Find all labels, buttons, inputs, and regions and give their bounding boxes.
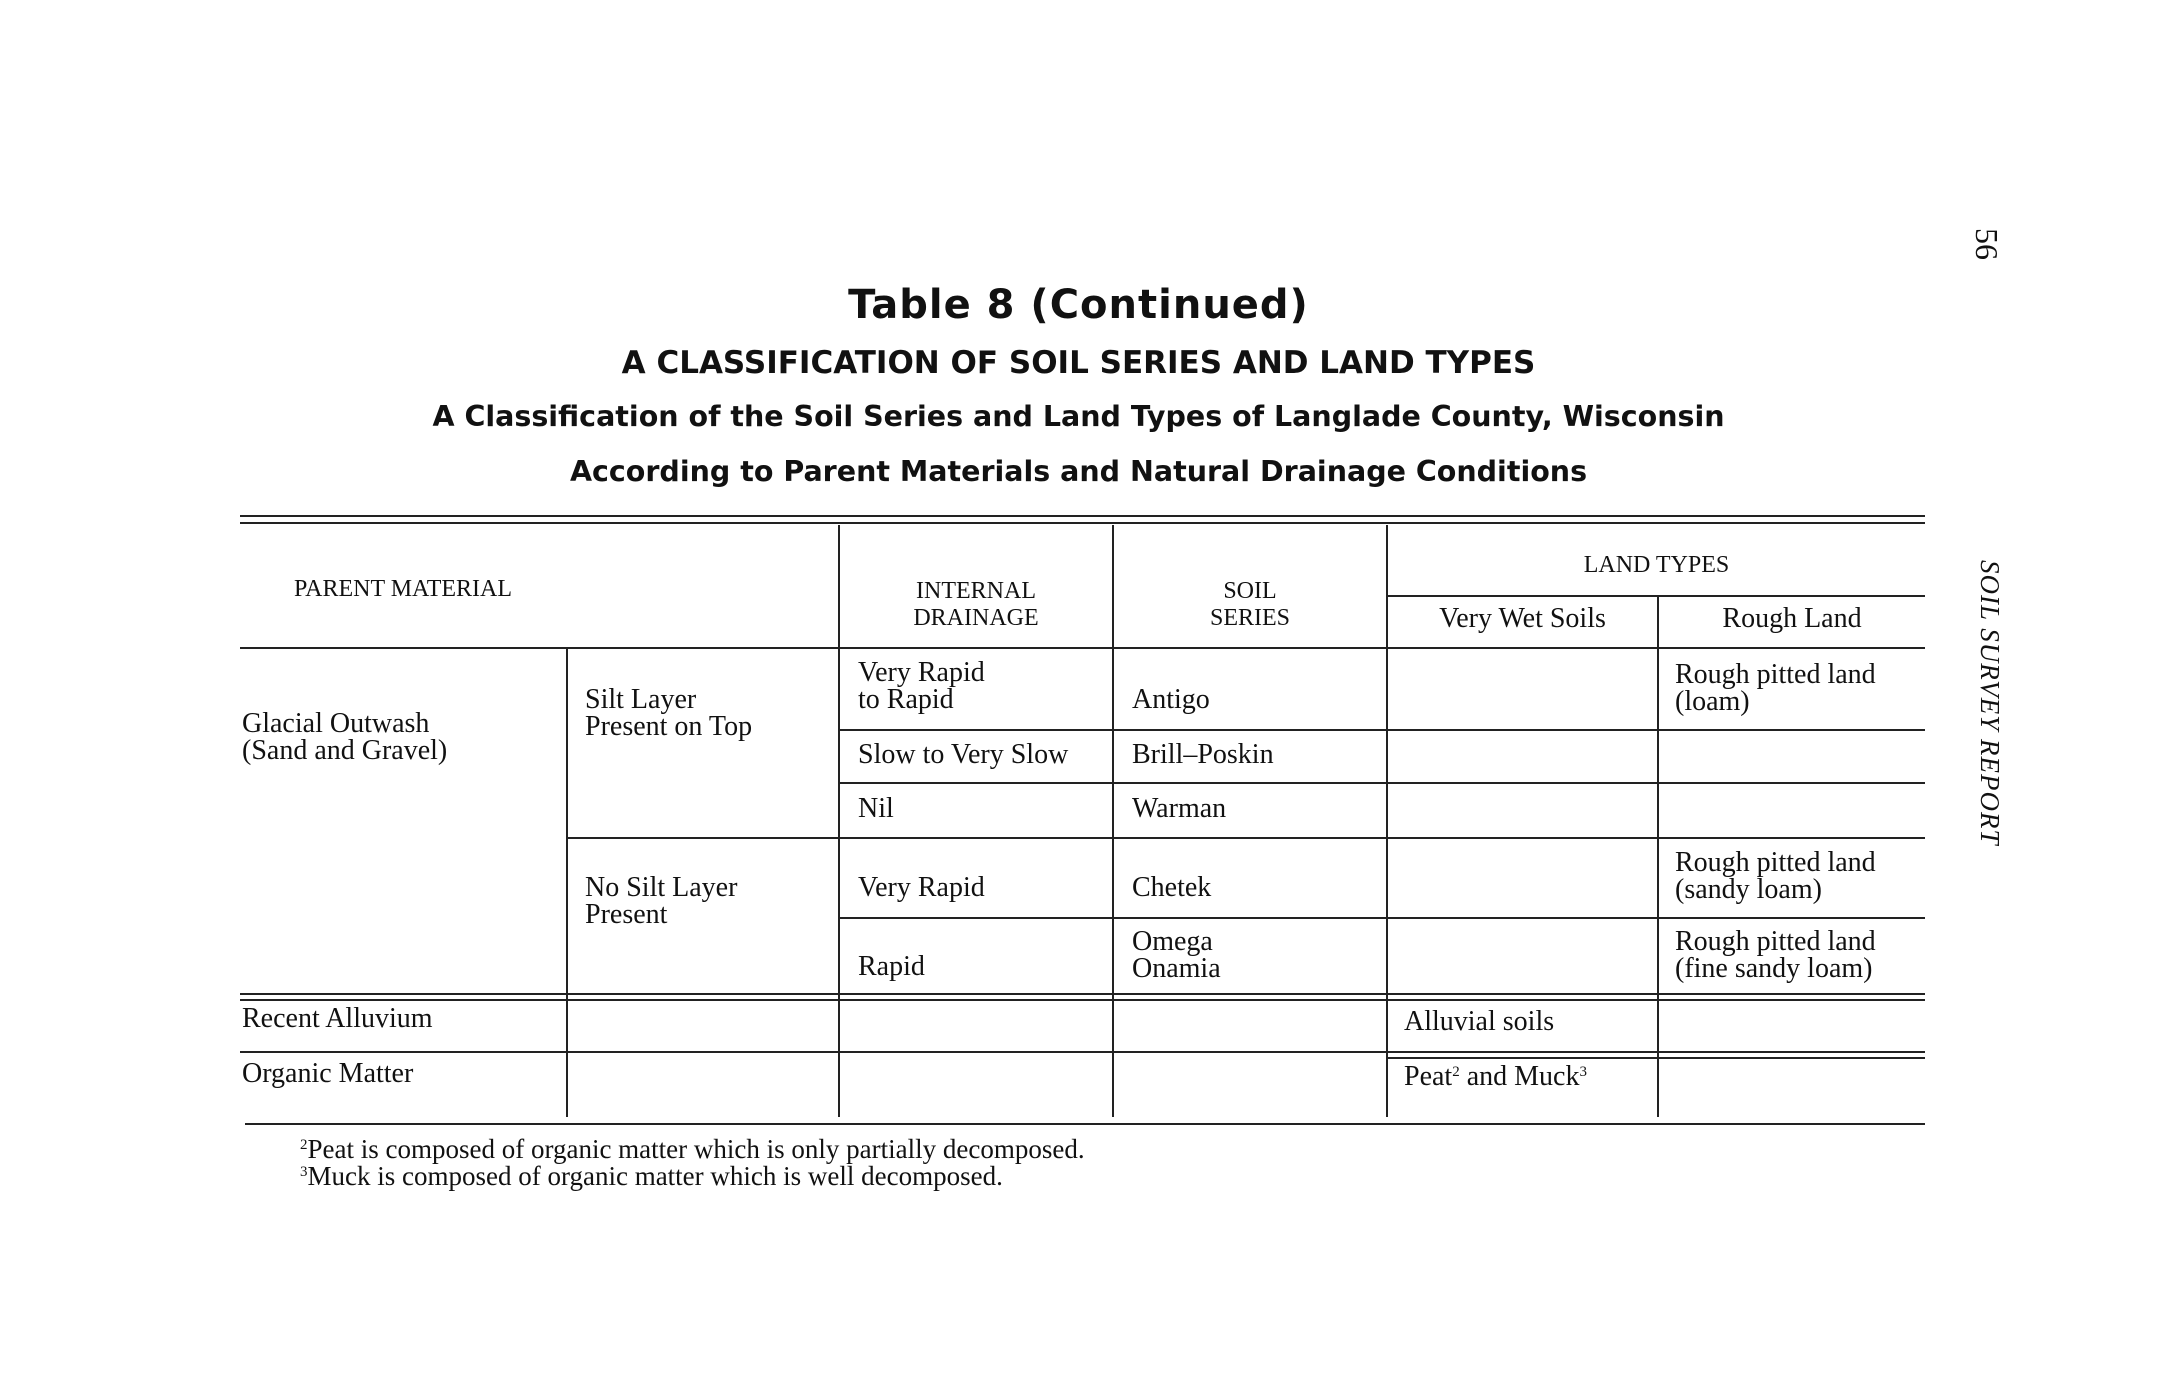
page-number: 56	[1969, 228, 2005, 260]
table-row-1-series: Antigo	[1132, 684, 1210, 715]
rule-group-1	[240, 993, 1925, 995]
table-row-2-series: Brill–Poskin	[1132, 739, 1274, 770]
footnote-2-text: Muck is composed of organic matter which is well decomposed.	[307, 1161, 1003, 1191]
table-row-5-drainage: Rapid	[858, 951, 925, 982]
table-row-6-very-wet: Alluvial soils	[1404, 1006, 1555, 1037]
table-description-line-1: A Classification of the Soil Series and Land Types of Langlade County, Wisconsin	[432, 400, 1725, 433]
group-silt-layer-line-1: Silt Layer	[585, 684, 697, 715]
header-rough-land: Rough Land	[1722, 603, 1862, 634]
footnote-1-text: Peat is composed of organic matter which is only partially decomposed.	[307, 1134, 1085, 1164]
group-glacial-outwash	[242, 710, 447, 764]
rule-row-3	[568, 837, 1925, 839]
group-silt-layer	[585, 686, 752, 740]
rule-row-2	[840, 782, 1925, 784]
rough-land-line: Rough pitted land	[1675, 847, 1876, 878]
header-soil-series-line-1: SOIL	[1223, 578, 1277, 604]
drainage-line: to Rapid	[858, 684, 954, 715]
footnote-2	[300, 1161, 1003, 1192]
header-soil-series-line-2: SERIES	[1209, 605, 1290, 631]
table-row-2-drainage: Slow to Very Slow	[858, 739, 1069, 770]
table-row-5-rough-land	[1675, 928, 1876, 982]
rule-row-4	[840, 917, 1925, 919]
group-no-silt-layer-line-2: Present	[585, 899, 668, 930]
running-head: SOIL SURVEY REPORT	[1975, 560, 2005, 846]
rule-top-2	[240, 522, 1925, 524]
table-row-4-rough-land	[1675, 849, 1876, 903]
footnote-1-mark: 2	[300, 1137, 308, 1153]
drainage-line: Very Rapid	[858, 657, 985, 688]
rule-header-bottom	[240, 647, 1925, 649]
rough-land-line: (sandy loam)	[1675, 874, 1822, 905]
very-wet-muck: and Muck	[1466, 1061, 1580, 1092]
group-silt-layer-line-2: Present on Top	[585, 711, 753, 742]
rule-group-2	[240, 999, 1925, 1001]
header-internal-drainage-line-2: DRAINAGE	[913, 605, 1039, 631]
header-very-wet-soils: Very Wet Soils	[1439, 603, 1606, 634]
table-row-1-rough-land	[1675, 661, 1876, 715]
rule-row-1	[840, 729, 1925, 731]
very-wet-peat: Peat	[1404, 1061, 1453, 1092]
table-description-line-2: According to Parent Materials and Natural Drainage Conditions	[569, 455, 1588, 488]
group-glacial-outwash-line-1: Glacial Outwash	[242, 708, 430, 739]
table-row-3-series: Warman	[1132, 793, 1227, 824]
rough-land-line: Rough pitted land	[1675, 659, 1876, 690]
group-organic-matter: Organic Matter	[242, 1058, 414, 1089]
group-no-silt-layer-line-1: No Silt Layer	[585, 872, 738, 903]
rough-land-line: Rough pitted land	[1675, 926, 1876, 957]
footnote-2-mark: 3	[300, 1164, 308, 1180]
rule-top-1	[240, 515, 1925, 517]
table-row-3-drainage: Nil	[858, 793, 894, 824]
group-recent-alluvium: Recent Alluvium	[242, 1003, 433, 1034]
vrule-5	[1657, 597, 1659, 1117]
series-line: Omega	[1132, 926, 1213, 957]
table-row-5-series	[1132, 928, 1221, 982]
group-no-silt-layer	[585, 874, 737, 928]
header-internal-drainage-line-1: INTERNAL	[916, 578, 1036, 604]
rule-row-5	[240, 1051, 1925, 1053]
header-internal-drainage	[840, 578, 1112, 632]
series-line: Onamia	[1132, 953, 1221, 984]
footnote-mark-3: 3	[1579, 1064, 1587, 1080]
table-row-7-very-wet	[1404, 1063, 1587, 1090]
rough-land-line: (loam)	[1675, 686, 1750, 717]
table-subtitle: A CLASSIFICATION OF SOIL SERIES AND LAND TYPES	[621, 345, 1536, 381]
rule-bottom	[245, 1123, 1925, 1125]
header-soil-series	[1114, 578, 1386, 632]
table-row-4-series: Chetek	[1132, 872, 1212, 903]
vrule-1	[566, 647, 568, 1117]
footnote-mark-2: 2	[1452, 1064, 1460, 1080]
group-glacial-outwash-line-2: (Sand and Gravel)	[242, 735, 448, 766]
table-title: Table 8 (Continued)	[848, 282, 1309, 328]
header-parent-material: PARENT MATERIAL	[293, 576, 513, 602]
table-row-1-drainage	[858, 659, 985, 713]
rough-land-line: (fine sandy loam)	[1675, 953, 1873, 984]
header-land-types: LAND TYPES	[1583, 552, 1730, 578]
table-row-4-drainage: Very Rapid	[858, 872, 985, 903]
